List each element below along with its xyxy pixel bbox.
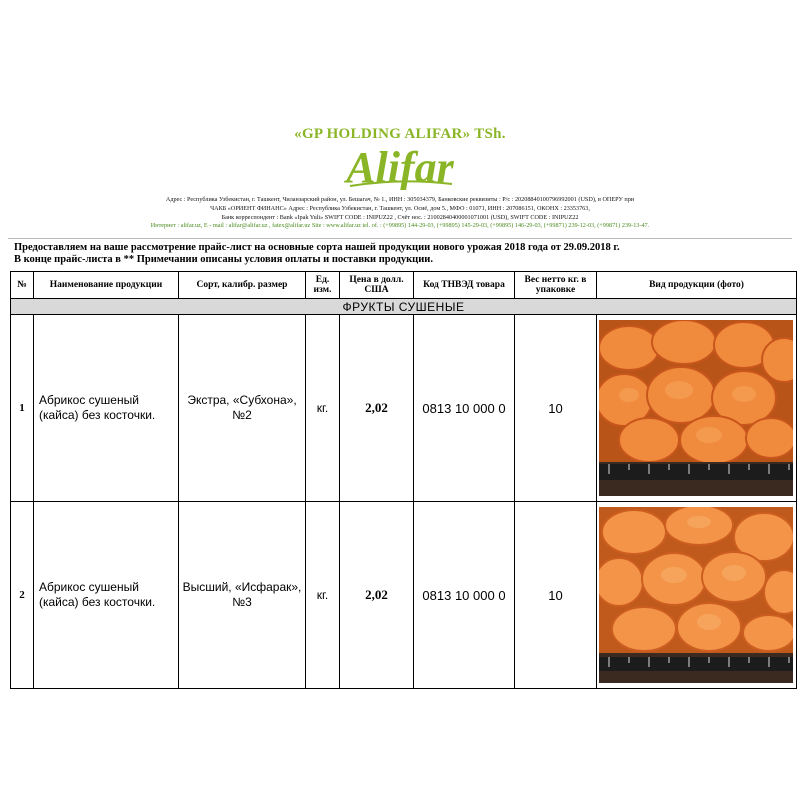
product-code: 0813 10 000 0	[414, 315, 515, 502]
product-name: Абрикос сушеный (кайса) без косточки.	[34, 502, 179, 689]
address-line: ЧАКБ «ОРИЕНТ ФИНАНС» Адрес : Республика Узбекистан, г. Ташкент, ул. Осиё, дом 5., МФО : 01071, ИНН : 207086151, ОКОНХ : 23353763,	[210, 204, 590, 212]
row-number: 1	[11, 315, 34, 502]
col-header-sort: Сорт, калибр. размер	[179, 272, 306, 299]
price-list-document	[0, 118, 800, 684]
section-title: ФРУКТЫ СУШЕНЫЕ	[11, 299, 797, 315]
company-name: «GP HOLDING ALIFAR» TSh.	[294, 126, 506, 142]
product-sort: Экстра, «Субхона», №2	[179, 315, 306, 502]
product-name: Абрикос сушеный (кайса) без косточки.	[34, 315, 179, 502]
contact-line: Интернет : alifar.uz, E - mail : alifar@alifar.uz , fatex@alifar.uz Site : www.alifar.uz tel. of. : (+99895) 144-29-03, (+99895) 145-29-03, (+99895) 146-29-03, (+99871) 239-12-03, (+99871) 239-13-47.	[150, 222, 650, 230]
col-header-code: Код ТНВЭД товара	[414, 272, 515, 299]
col-header-num: №	[11, 272, 34, 299]
product-unit: кг.	[306, 502, 340, 689]
product-weight: 10	[515, 315, 597, 502]
product-unit: кг.	[306, 315, 340, 502]
product-weight: 10	[515, 502, 597, 689]
product-price: 2,02	[340, 315, 414, 502]
table-row	[11, 315, 797, 502]
dried-apricot-photo-icon	[599, 507, 793, 683]
row-number: 2	[11, 502, 34, 689]
section-row	[11, 299, 797, 315]
col-header-name: Наименование продукции	[34, 272, 179, 299]
company-address	[40, 196, 760, 231]
address-line: Банк корреспондент : Bank «Ipak Yuli» SWIFT CODE : INIPUZ22 , Счёт нос. : 21002840400001071001 (USD), SWIFT CODE : INIPUZ22	[221, 213, 579, 221]
intro-line: В конце прайс-листа в ** Примечании описаны условия оплаты и поставки продукции.	[14, 254, 433, 265]
dried-apricot-photo-icon	[599, 320, 793, 496]
product-photo-cell	[597, 502, 797, 689]
table-header-row	[11, 272, 797, 299]
intro-line: Предоставляем на ваше рассмотрение прайс-лист на основные сорта нашей продукции нового урожая 2018 года от 29.09.2018 г.	[14, 242, 620, 253]
product-photo-cell	[597, 315, 797, 502]
table-row	[11, 502, 797, 689]
divider	[8, 238, 792, 239]
product-sort: Высший, «Исфарак», №3	[179, 502, 306, 689]
svg-text:Alifar: Alifar	[346, 143, 454, 190]
col-header-photo: Вид продукции (фото)	[597, 272, 797, 299]
address-line: Адрес : Республика Узбекистан, г. Ташкент, Чиланзарский район, ул. Бешагач, № 1., ИНН : 305034379, Банковские реквизиты : Р/с : 20208840100796992001 (USD), в ОПЕРУ при	[165, 196, 635, 203]
alifar-logo	[0, 140, 800, 195]
product-code: 0813 10 000 0	[414, 502, 515, 689]
intro-text	[14, 242, 620, 266]
col-header-weight: Вес нетто кг. в упаковке	[515, 272, 597, 299]
col-header-price: Цена в долл. США	[340, 272, 414, 299]
product-price: 2,02	[340, 502, 414, 689]
col-header-unit: Ед. изм.	[306, 272, 340, 299]
price-table	[10, 271, 797, 689]
